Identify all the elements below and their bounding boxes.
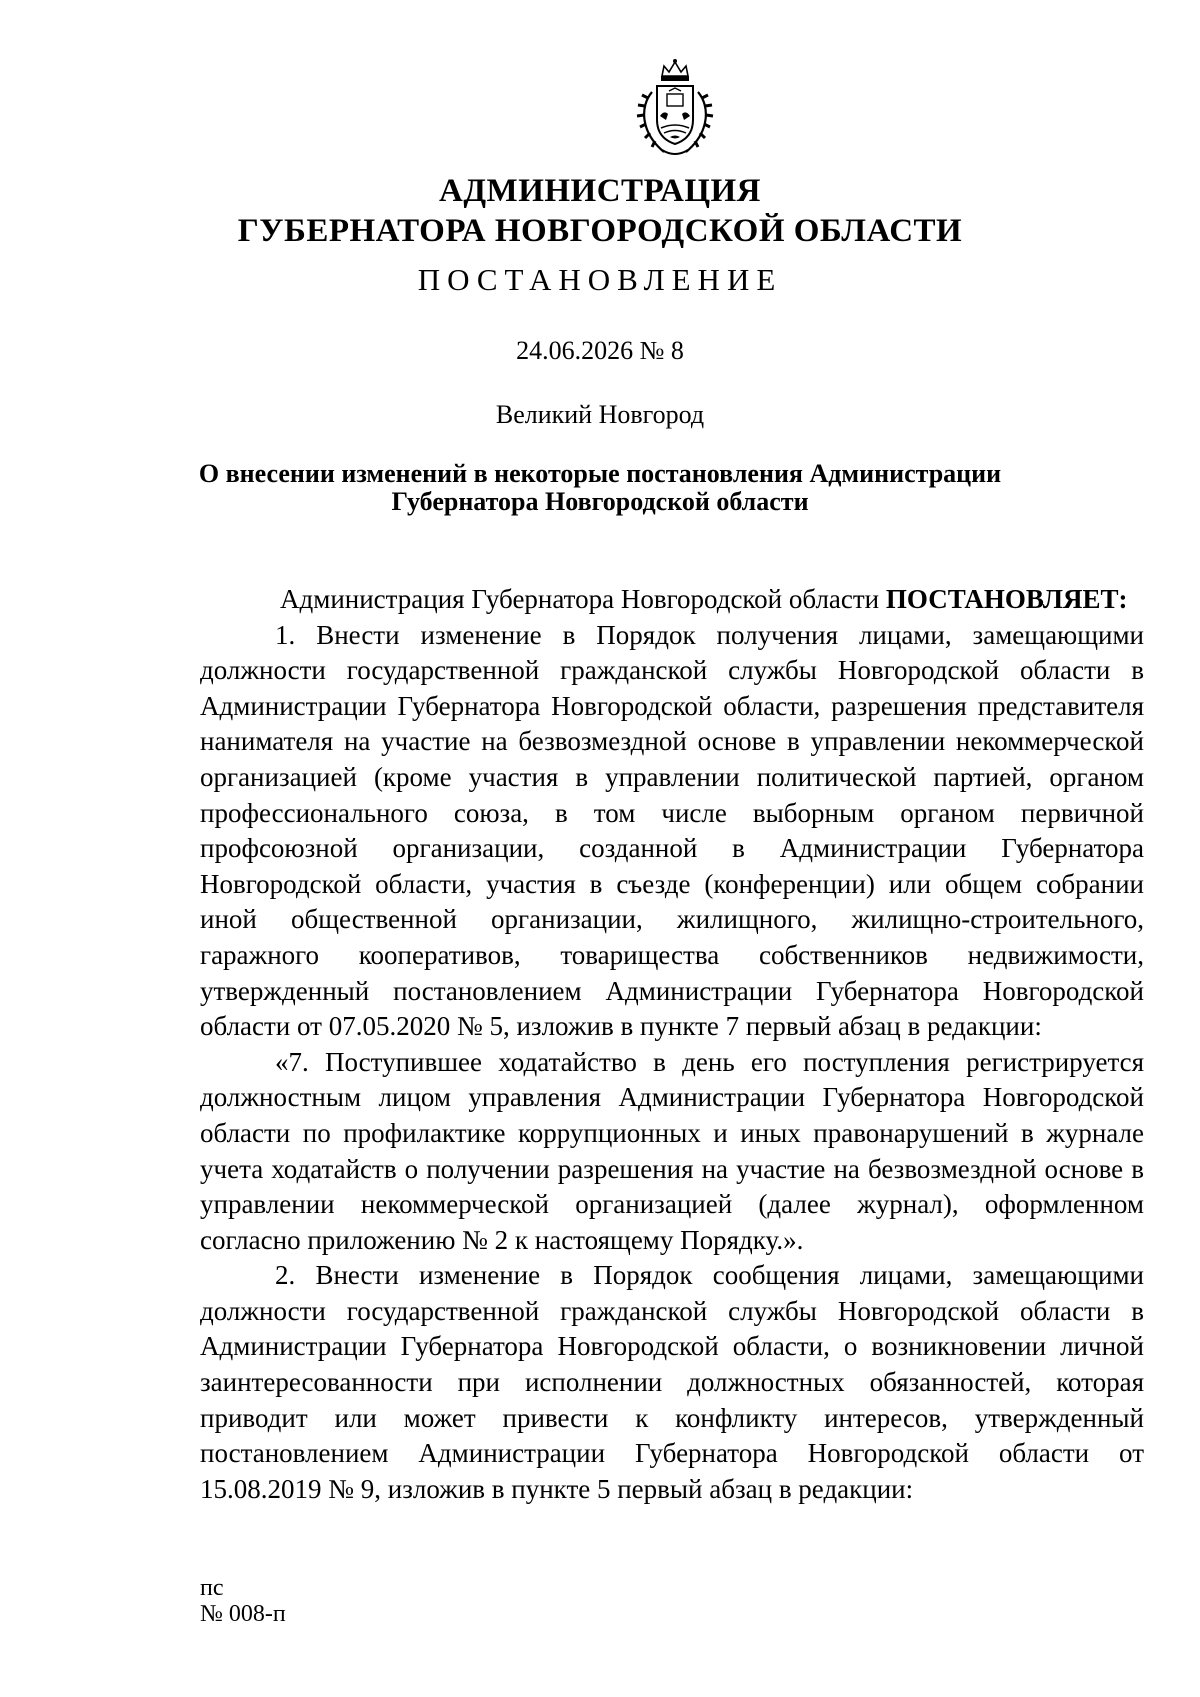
- resolution-intro: [200, 582, 1144, 618]
- footer-line2: № 008-п: [200, 1601, 286, 1627]
- document-type: ПОСТАНОВЛЕНИЕ: [417, 262, 783, 297]
- document-title-line2: Губернатора Новгородской области: [391, 487, 809, 516]
- footer-line1: пс: [200, 1575, 224, 1601]
- city: Великий Новгород: [495, 400, 705, 429]
- date-and-number: 24.06.2026 № 8: [516, 336, 684, 365]
- paragraph-1: 1. Внести изменение в Порядок получения лицами, замещающими должности государственной гражданской службы Новгородской области в Администрации Губернатора Новгородской области, разрешения представителя нанимателя на участие на безвозмездной основе в управлении некоммерческой организацией (кроме участия в управлении политической партией, органом профессионального союза, в том числе выборным органом первичной профсоюзной организации, созданной в Администрации Губернатора Новгородской области, участия в съезде (конференции) или общем собрании иной общественной организации, жилищного, жилищно-строительного, гаражного кооперативов, товарищества собственников недвижимости, утвержденный постановлением Администрации Губернатора Новгородской области от 07.05.2020 № 5, изложив в пункте 7 первый абзац в редакции:: [200, 619, 1144, 1042]
- resolution-intro-text: Администрация Губернатора Новгородской области: [280, 584, 886, 614]
- coat-of-arms-icon: [634, 58, 716, 160]
- document-title-line1: О внесении изменений в некоторые постановления Администрации: [198, 459, 1002, 488]
- organization-name-line2: ГУБЕРНАТОРА НОВГОРОДСКОЙ ОБЛАСТИ: [237, 213, 963, 249]
- organization-name-line1: АДМИНИСТРАЦИЯ: [439, 173, 761, 209]
- resolution-keyword: ПОСТАНОВЛЯЕТ:: [885, 584, 1128, 614]
- paragraph-2: 2. Внести изменение в Порядок сообщения лицами, замещающими должности государственной гражданской службы Новгородской области в Администрации Губернатора Новгородской области, о возникновении личной заинтересованности при исполнении должностных обязанностей, которая приводит или может привести к конфликту интересов, утвержденный постановлением Администрации Губернатора Новгородской области от 15.08.2019 № 9, изложив в пункте 5 первый абзац в редакции:: [200, 1260, 1144, 1504]
- paragraph-quoted-7: «7. Поступившее ходатайство в день его поступления регистрируется должностным лицом управления Администрации Губернатора Новгородской области по профилактике коррупционных и иных правонарушений в журнале учета ходатайств о получении разрешения на участие на безвозмездной основе в управлении некоммерческой организацией (далее журнал), оформленном согласно приложению № 2 к настоящему Порядку.».: [200, 1046, 1144, 1255]
- document-title: [0, 460, 1200, 516]
- document-body: [200, 582, 1144, 1507]
- footer-code: [200, 1575, 286, 1627]
